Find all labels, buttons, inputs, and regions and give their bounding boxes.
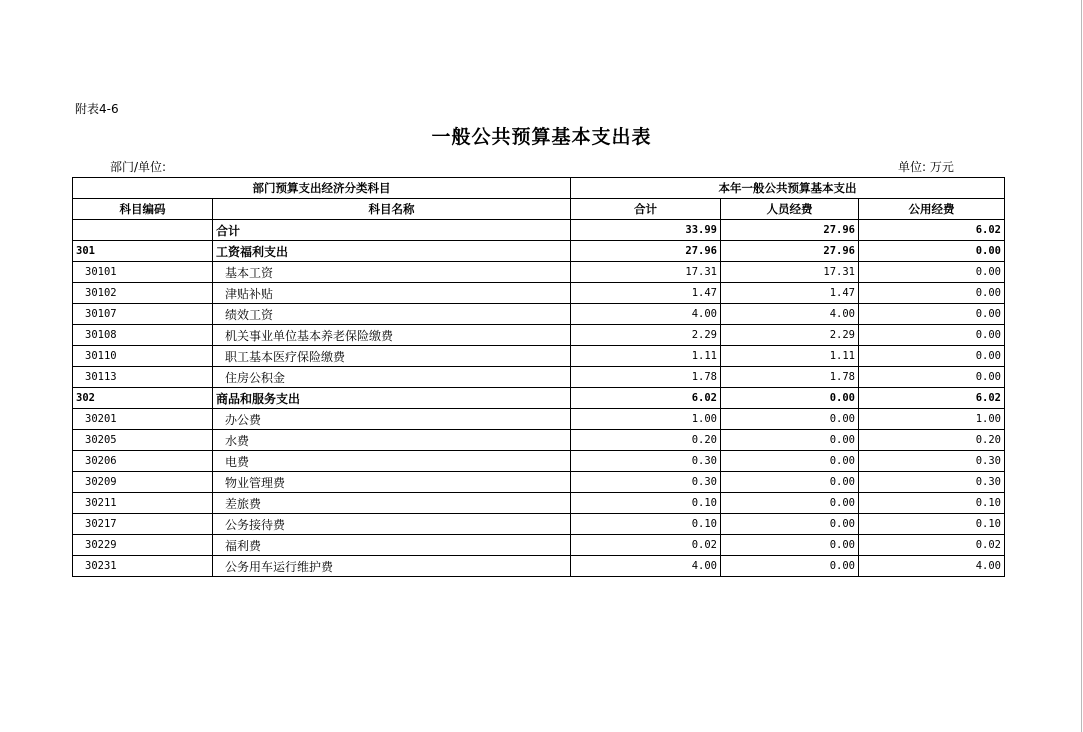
table-row bbox=[73, 556, 1005, 577]
row-total: 27.96 bbox=[571, 241, 721, 262]
row-personnel: 0.00 bbox=[721, 472, 859, 493]
row-total: 0.10 bbox=[571, 493, 721, 514]
table-row bbox=[73, 430, 1005, 451]
row-name: 绩效工资 bbox=[213, 304, 571, 325]
row-public: 0.10 bbox=[859, 514, 1005, 535]
row-name: 商品和服务支出 bbox=[213, 388, 571, 409]
row-code: 30211 bbox=[73, 493, 213, 514]
row-total: 0.02 bbox=[571, 535, 721, 556]
header-total: 合计 bbox=[571, 199, 721, 220]
row-personnel: 1.47 bbox=[721, 283, 859, 304]
row-name: 水费 bbox=[213, 430, 571, 451]
row-public: 0.30 bbox=[859, 451, 1005, 472]
row-public: 0.00 bbox=[859, 262, 1005, 283]
table-row bbox=[73, 304, 1005, 325]
row-total: 0.10 bbox=[571, 514, 721, 535]
row-personnel: 0.00 bbox=[721, 451, 859, 472]
row-public: 0.30 bbox=[859, 472, 1005, 493]
row-total: 6.02 bbox=[571, 388, 721, 409]
row-personnel: 0.00 bbox=[721, 409, 859, 430]
row-total: 0.30 bbox=[571, 472, 721, 493]
table-row bbox=[73, 535, 1005, 556]
row-name: 机关事业单位基本养老保险缴费 bbox=[213, 325, 571, 346]
row-public: 0.00 bbox=[859, 283, 1005, 304]
row-public: 0.02 bbox=[859, 535, 1005, 556]
row-code: 30101 bbox=[73, 262, 213, 283]
row-personnel: 0.00 bbox=[721, 556, 859, 577]
department-label: 部门/单位: bbox=[110, 160, 167, 174]
row-name: 合计 bbox=[213, 220, 571, 241]
row-code: 30217 bbox=[73, 514, 213, 535]
row-personnel: 4.00 bbox=[721, 304, 859, 325]
row-public: 0.00 bbox=[859, 325, 1005, 346]
row-personnel: 1.78 bbox=[721, 367, 859, 388]
header-personnel: 人员经费 bbox=[721, 199, 859, 220]
row-total: 0.20 bbox=[571, 430, 721, 451]
table-row bbox=[73, 514, 1005, 535]
row-personnel: 27.96 bbox=[721, 241, 859, 262]
row-total: 0.30 bbox=[571, 451, 721, 472]
row-code: 301 bbox=[73, 241, 213, 262]
row-public: 0.00 bbox=[859, 367, 1005, 388]
row-name: 公务用车运行维护费 bbox=[213, 556, 571, 577]
header-name: 科目名称 bbox=[213, 199, 571, 220]
budget-table bbox=[72, 177, 1005, 577]
row-personnel: 27.96 bbox=[721, 220, 859, 241]
row-code: 30102 bbox=[73, 283, 213, 304]
row-public: 0.20 bbox=[859, 430, 1005, 451]
table-row bbox=[73, 220, 1005, 241]
row-public: 0.00 bbox=[859, 346, 1005, 367]
header-group-row bbox=[73, 178, 1005, 199]
row-public: 6.02 bbox=[859, 388, 1005, 409]
row-personnel: 17.31 bbox=[721, 262, 859, 283]
row-name: 职工基本医疗保险缴费 bbox=[213, 346, 571, 367]
row-code: 30231 bbox=[73, 556, 213, 577]
window-edge bbox=[1081, 0, 1082, 732]
row-total: 4.00 bbox=[571, 304, 721, 325]
row-total: 1.11 bbox=[571, 346, 721, 367]
table-row bbox=[73, 346, 1005, 367]
row-code: 302 bbox=[73, 388, 213, 409]
row-public: 0.10 bbox=[859, 493, 1005, 514]
row-code: 30108 bbox=[73, 325, 213, 346]
row-personnel: 0.00 bbox=[721, 430, 859, 451]
row-total: 4.00 bbox=[571, 556, 721, 577]
row-total: 17.31 bbox=[571, 262, 721, 283]
row-code: 30113 bbox=[73, 367, 213, 388]
row-public: 6.02 bbox=[859, 220, 1005, 241]
row-name: 住房公积金 bbox=[213, 367, 571, 388]
row-personnel: 0.00 bbox=[721, 493, 859, 514]
header-group-left: 部门预算支出经济分类科目 bbox=[73, 178, 571, 199]
row-personnel: 0.00 bbox=[721, 388, 859, 409]
row-total: 1.47 bbox=[571, 283, 721, 304]
row-name: 津贴补贴 bbox=[213, 283, 571, 304]
table-body bbox=[73, 220, 1005, 577]
row-total: 1.00 bbox=[571, 409, 721, 430]
row-code: 30201 bbox=[73, 409, 213, 430]
header-column-row bbox=[73, 199, 1005, 220]
row-personnel: 1.11 bbox=[721, 346, 859, 367]
row-public: 0.00 bbox=[859, 241, 1005, 262]
table-row bbox=[73, 493, 1005, 514]
row-name: 工资福利支出 bbox=[213, 241, 571, 262]
row-total: 2.29 bbox=[571, 325, 721, 346]
row-name: 福利费 bbox=[213, 535, 571, 556]
table-row bbox=[73, 241, 1005, 262]
row-code bbox=[73, 220, 213, 241]
row-name: 基本工资 bbox=[213, 262, 571, 283]
row-total: 33.99 bbox=[571, 220, 721, 241]
row-name: 物业管理费 bbox=[213, 472, 571, 493]
row-personnel: 2.29 bbox=[721, 325, 859, 346]
table-row bbox=[73, 262, 1005, 283]
row-public: 4.00 bbox=[859, 556, 1005, 577]
table-row bbox=[73, 367, 1005, 388]
attachment-label: 附表4-6 bbox=[75, 102, 119, 116]
row-code: 30229 bbox=[73, 535, 213, 556]
row-personnel: 0.00 bbox=[721, 535, 859, 556]
row-personnel: 0.00 bbox=[721, 514, 859, 535]
table-row bbox=[73, 409, 1005, 430]
row-code: 30209 bbox=[73, 472, 213, 493]
row-code: 30206 bbox=[73, 451, 213, 472]
table-row bbox=[73, 283, 1005, 304]
header-public: 公用经费 bbox=[859, 199, 1005, 220]
row-total: 1.78 bbox=[571, 367, 721, 388]
page-title: 一般公共预算基本支出表 bbox=[431, 126, 652, 148]
unit-label: 单位: 万元 bbox=[898, 160, 954, 174]
table-row bbox=[73, 451, 1005, 472]
row-public: 1.00 bbox=[859, 409, 1005, 430]
row-name: 电费 bbox=[213, 451, 571, 472]
row-code: 30110 bbox=[73, 346, 213, 367]
row-code: 30205 bbox=[73, 430, 213, 451]
row-public: 0.00 bbox=[859, 304, 1005, 325]
row-name: 办公费 bbox=[213, 409, 571, 430]
row-code: 30107 bbox=[73, 304, 213, 325]
row-name: 差旅费 bbox=[213, 493, 571, 514]
header-group-right: 本年一般公共预算基本支出 bbox=[571, 178, 1005, 199]
row-name: 公务接待费 bbox=[213, 514, 571, 535]
table-row bbox=[73, 472, 1005, 493]
table-row bbox=[73, 388, 1005, 409]
table-row bbox=[73, 325, 1005, 346]
header-code: 科目编码 bbox=[73, 199, 213, 220]
